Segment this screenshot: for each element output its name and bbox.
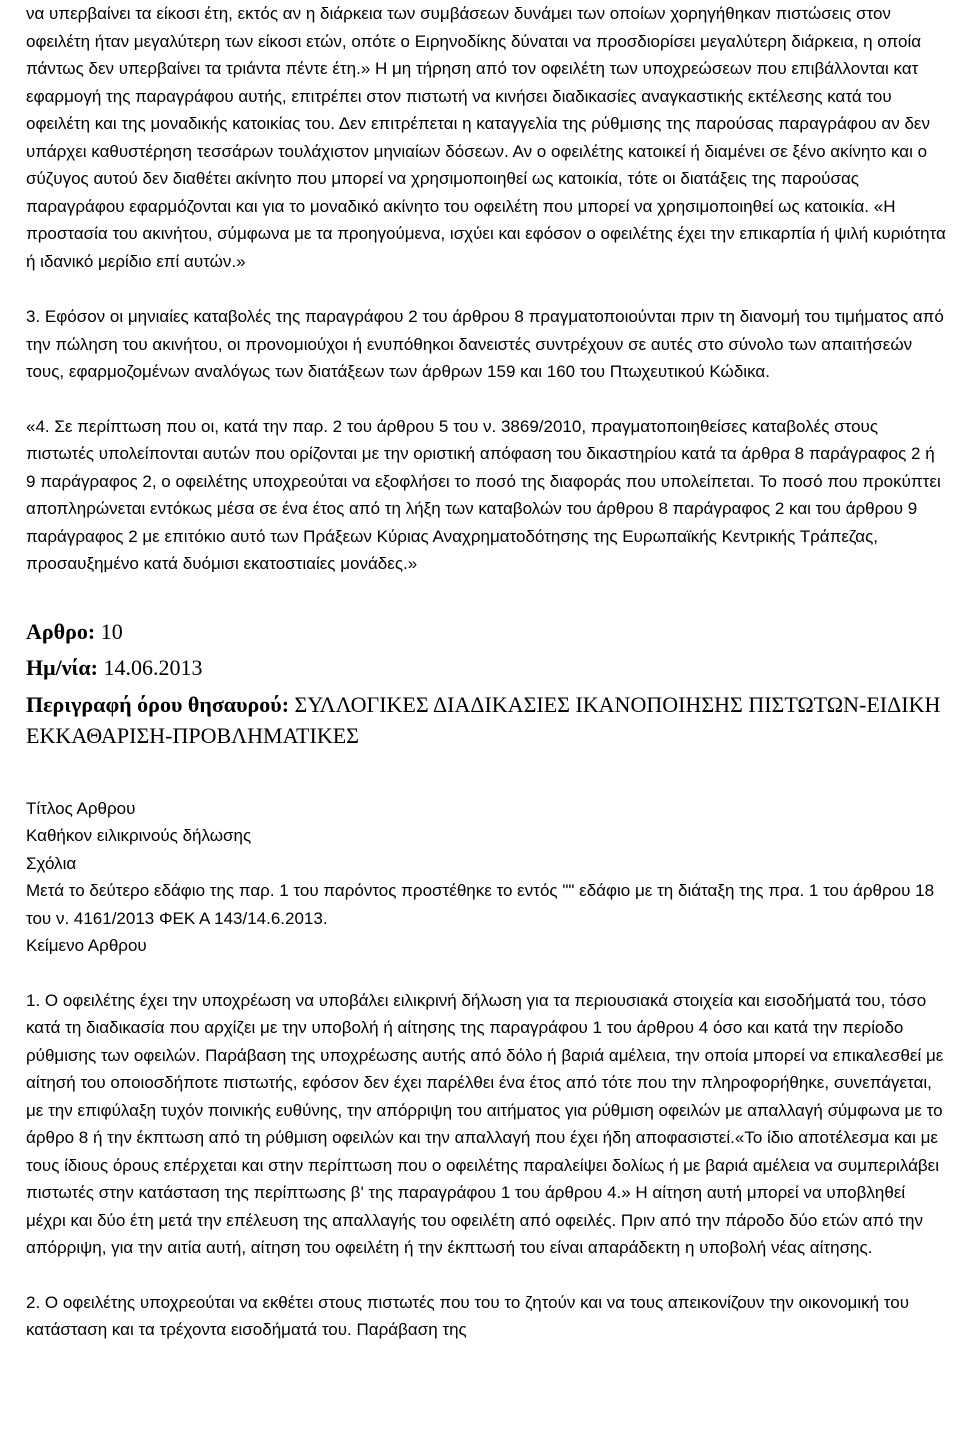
continued-paragraph: να υπερβαίνει τα είκοσι έτη, εκτός αν η διάρκεια των συμβάσεων δυνάμει των οποίων χορηγήθηκαν πιστώσεις στον οφειλέτη ήταν μεγαλύτερη των είκοσι ετών, οπότε ο Ειρηνοδίκης δύναται να προσδιορίσει μεγαλύτερη διάρκεια, η οποία πάντως δεν υπερβαίνει τα τριάντα πέντε έτη.» Η μη τήρηση από τον οφειλέτη των υποχρεώσεων που επιβάλλονται κατ εφαρμογή της παραγράφου αυτής, επιτρέπει στον πιστωτή να κινήσει διαδικασίες αναγκαστικής εκτέλεσης κατά του οφειλέτη και της μοναδικής κατοικίας του. Δεν επιτρέπεται η καταγγελία της ρύθμισης της παρούσας παραγράφου αν δεν υπάρχει καθυστέρηση τεσσάρων τουλάχιστον μηνιαίων δόσεων. Αν ο οφειλέτης κατοικεί ή διαμένει σε ξένο ακίνητο και ο σύζυγος αυτού δεν διαθέτει ακίνητο που μπορεί να χρησιμοποιηθεί ως κατοικία, τότε οι διατάξεις της παρούσας παραγράφου εφαρμόζονται και για το μοναδικό ακίνητο του οφειλέτη που μπορεί να χρησιμοποιηθεί ως κατοικία. «Η προστασία του ακινήτου, σύμφωνα με τα προηγούμενα, ισχύει και εφόσον ο οφειλέτης έχει την επικαρπία ή ψιλή κυριότητα ή ιδανικό μερίδιο επί αυτών.» [26, 4, 946, 271]
thesaurus-line [26, 689, 948, 751]
spacer [26, 751, 948, 795]
paragraph-4: «4. Σε περίπτωση που οι, κατά την παρ. 2 του άρθρου 5 του ν. 3869/2010, πραγματοποιηθείσες καταβολές στους πιστωτές υπολείπονται αυτών που ορίζονται με την οριστική απόφαση του δικαστηρίου κατά τα άρθρα 8 παράγραφος 2 ή 9 παράγραφος 2, ο οφειλέτης υποχρεούται να εξοφλήσει το ποσό της διαφοράς που υπολείπεται. Το ποσό που προκύπτει αποπληρώνεται εντόκως μέσα σε ένα έτος από τη λήξη των καταβολών του άρθρου 8 παράγραφος 2 και του άρθρου 9 παράγραφος 2 με επιτόκιο αυτό των Πράξεων Κύριας Αναχρηματοδότησης της Ευρωπαϊκής Κεντρικής Τράπεζας, προσαυξημένο κατά δυόμισι εκατοστιαίες μονάδες.» [26, 416, 941, 573]
article-number-line [26, 616, 948, 647]
article-details [26, 795, 948, 960]
comments-heading: Σχόλια [26, 853, 77, 873]
text-block-top [26, 0, 948, 275]
spacer [26, 275, 948, 303]
body-paragraph-2: 2. Ο οφειλέτης υποχρεούται να εκθέτει στους πιστωτές που του το ζητούν και να τους απεικονίζουν την οικονομική του κατάσταση και τα τρέχοντα εισοδήματά του. Παράβαση της [26, 1292, 909, 1339]
article-body-continued [26, 1289, 948, 1344]
text-block-paragraph-3 [26, 303, 948, 386]
article-value: 10 [100, 618, 123, 644]
spacer [26, 386, 948, 413]
spacer [26, 1262, 948, 1289]
paragraph-3: 3. Εφόσον οι μηνιαίες καταβολές της παραγράφου 2 του άρθρου 8 πραγματοποιούνται πριν τη διανομή του τιμήματος από την πώληση του ακινήτου, οι προνομιούχοι ή ενυπόθηκοι δανειστές συντρέχουν σε αυτές στο σύνολο των απαιτήσεών τους, εφαρμοζομένων αναλόγως των διατάξεων των άρθρων 159 και 160 του Πτωχευτικού Κώδικα. [26, 307, 944, 381]
article-label: Αρθρο: [26, 618, 96, 644]
article-body [26, 987, 948, 1262]
spacer [26, 960, 948, 987]
text-block-paragraph-4 [26, 413, 948, 578]
date-label: Ημ/νία: [26, 654, 98, 680]
title-value: Καθήκον ειλικρινούς δήλωσης [26, 826, 252, 845]
thesaurus-value: ΣΥΛΛΟΓΙΚΕΣ ΔΙΑΔΙΚΑΣΙΕΣ ΙΚΑΝΟΠΟΙΗΣΗΣ ΠΙΣΤΩΤΩΝ-ΕΙΔΙΚΗ ΕΚΚΑΘΑΡΙΣΗ-ΠΡΟΒΛΗΜΑΤΙΚΕΣ [26, 691, 941, 748]
body-paragraph-1: 1. Ο οφειλέτης έχει την υποχρέωση να υποβάλει ειλικρινή δήλωση για τα περιουσιακά στοιχεία και εισοδήματά του, τόσο κατά τη διαδικασία που αρχίζει με την υποβολή ή αίτησης της παραγράφου 1 του άρθρου 4 όσο και κατά την περίοδο ρύθμισης των οφειλών. Παράβαση της υποχρέωσης αυτής από δόλο ή βαριά αμέλεια, την οποία μπορεί να επικαλεσθεί με αίτησή του οποιοσδήποτε πιστωτής, εφόσον δεν έχει παρέλθει ένα έτος από τότε που την πληροφορήθηκε, συνεπάγεται, με την επιφύλαξη τυχόν ποινικής ευθύνης, την απόρριψη του αιτήματος για ρύθμιση οφειλών με απαλλαγή σύμφωνα με το άρθρο 8 ή την έκπτωση από τη ρύθμιση οφειλών και την απαλλαγή που έχει ήδη αποφασιστεί.«Το ίδιο αποτέλεσμα και με τους ίδιους όρους επέρχεται και στην περίπτωση που ο οφειλέτης παραλείψει δολίως ή με βαριά αμέλεια να συμπεριλάβει πιστωτές στην κατάσταση της περίπτωσης β' της παραγράφου 1 του άρθρου 4.» Η αίτηση αυτή μπορεί να υποβληθεί μέχρι και δύο έτη μετά την επέλευση της απαλλαγής του οφειλέτη από οφειλές. Πριν από την πάροδο δύο ετών από την απόρριψη, για την αιτία αυτή, αίτηση του οφειλέτη ή την έκπτωσή του είναι απαράδεκτη η υποβολή νέας αίτησης. [26, 990, 944, 1257]
date-value: 14.06.2013 [103, 654, 203, 680]
title-heading: Τίτλος Αρθρου [26, 798, 136, 818]
date-line [26, 652, 948, 683]
thesaurus-label: Περιγραφή όρου θησαυρού: [26, 691, 290, 717]
body-heading: Κείμενο Αρθρου [26, 936, 147, 955]
spacer [26, 578, 948, 616]
comments-value: Μετά το δεύτερο εδάφιο της παρ. 1 του παρόντος προστέθηκε το εντός "" εδάφιο με τη διάταξη της πρα. 1 του άρθρου 18 του ν. 4161/2013 ΦΕΚ Α 143/14.6.2013. [26, 881, 935, 928]
